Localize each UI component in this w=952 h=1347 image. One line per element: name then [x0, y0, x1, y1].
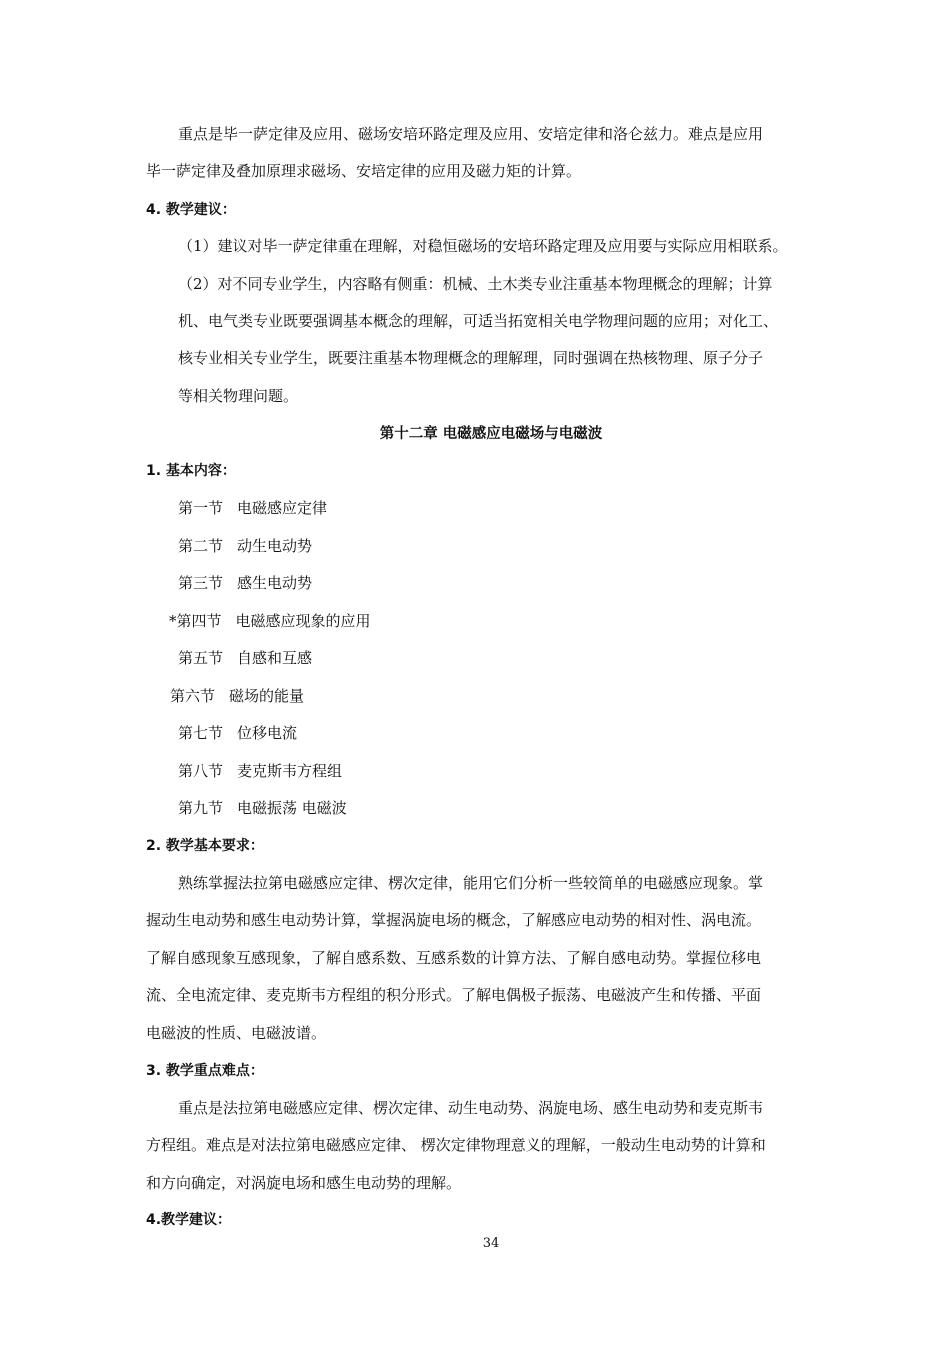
toc-section-name: 动生电动势	[237, 537, 313, 555]
content-heading: 1. 基本内容：	[146, 463, 236, 479]
toc-section-name: 电磁感应定律	[237, 499, 328, 517]
intro-paragraph-line: 重点是毕一萨定律及应用、磁场安培环路定理及应用、安培定律和洛仑兹力。难点是应用	[178, 125, 764, 143]
requirements-line: 了解自感现象互感现象，了解自感系数、互感系数的计算方法、了解自感电动势。掌握位移电	[146, 949, 762, 967]
requirements-heading: 2. 教学基本要求：	[146, 838, 264, 854]
toc-section-name: 麦克斯韦方程组	[237, 762, 343, 780]
key-points-heading: 3. 教学重点难点：	[146, 1063, 264, 1079]
toc-section-number: 第二节	[178, 537, 224, 555]
toc-section-number: 第七节	[178, 724, 224, 742]
advice-item: 核专业相关专业学生，既要注重基本物理概念的理解理，同时强调在热核物理、原子分子	[178, 349, 764, 367]
toc-section-number: 第八节	[178, 762, 224, 780]
toc-item	[178, 536, 312, 556]
intro-paragraph-line: 毕一萨定律及叠加原理求磁场、安培定律的应用及磁力矩的计算。	[146, 162, 582, 180]
advice-heading: 4. 教学建议：	[146, 202, 236, 218]
toc-item	[178, 573, 312, 593]
advice-item: （1）建议对毕一萨定律重在理解，对稳恒磁场的安培环路定理及应用要与实际应用相联系。	[178, 237, 788, 255]
toc-item	[178, 498, 327, 518]
toc-item	[178, 761, 342, 781]
key-points-line: 和方向确定，对涡旋电场和感生电动势的理解。	[146, 1174, 462, 1192]
teaching-advice-heading: 4.教学建议：	[146, 1212, 232, 1228]
advice-item: 等相关物理问题。	[178, 387, 299, 405]
toc-section-name: 电磁感应现象的应用	[235, 612, 371, 630]
toc-item	[169, 611, 371, 631]
requirements-line: 流、全电流定律、麦克斯韦方程组的积分形式。了解电偶极子振荡、电磁波产生和传播、平面	[146, 986, 762, 1004]
toc-item	[170, 686, 304, 706]
toc-section-number: 第一节	[178, 499, 224, 517]
toc-item	[178, 648, 312, 668]
toc-section-number: 第六节	[170, 687, 216, 705]
toc-section-number: 第九节	[178, 799, 224, 817]
page-number: 34	[482, 1236, 500, 1251]
advice-item: 机、电气类专业既要强调基本概念的理解，可适当拓宽相关电学物理问题的应用；对化工、	[178, 312, 779, 330]
key-points-line: 方程组。难点是对法拉第电磁感应定律、 楞次定律物理意义的理解，一般动生电动势的计算和	[146, 1136, 766, 1154]
toc-section-name: 磁场的能量	[229, 687, 305, 705]
toc-item	[178, 723, 297, 743]
requirements-line: 熟练掌握法拉第电磁感应定律、楞次定律，能用它们分析一些较简单的电磁感应现象。掌	[178, 874, 764, 892]
toc-item	[178, 798, 347, 818]
advice-item: （2）对不同专业学生，内容略有侧重：机械、土木类专业注重基本物理概念的理解；计算	[178, 275, 773, 293]
toc-section-name: 位移电流	[237, 724, 298, 742]
toc-section-number: 第三节	[178, 574, 224, 592]
chapter-title: 第十二章 电磁感应电磁场与电磁波	[379, 426, 603, 442]
toc-section-name: 感生电动势	[237, 574, 313, 592]
toc-section-name: 自感和互感	[237, 649, 313, 667]
toc-section-name: 电磁振荡 电磁波	[237, 799, 347, 817]
key-points-line: 重点是法拉第电磁感应定律、楞次定律、动生电动势、涡旋电场、感生电动势和麦克斯韦	[178, 1099, 764, 1117]
toc-section-number: 第五节	[178, 649, 224, 667]
requirements-line: 电磁波的性质、电磁波谱。	[146, 1024, 327, 1042]
requirements-line: 握动生电动势和感生电动势计算，掌握涡旋电场的概念，了解感应电动势的相对性、涡电流。	[146, 911, 762, 929]
toc-section-number: *第四节	[169, 612, 222, 630]
